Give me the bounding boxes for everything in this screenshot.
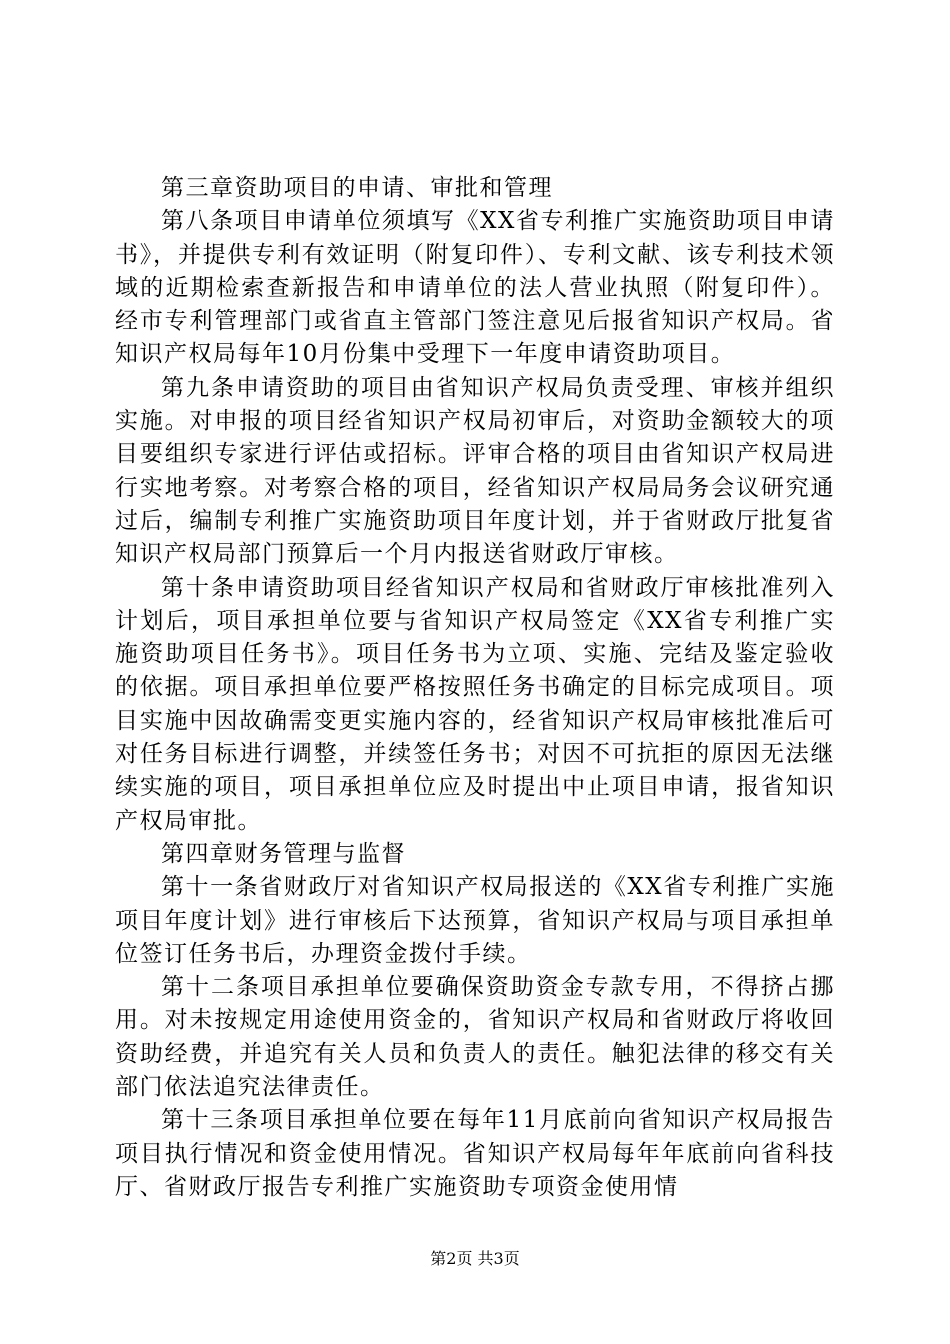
document-body	[115, 172, 835, 1204]
article-9-paragraph: 第九条申请资助的项目由省知识产权局负责受理、审核并组织实施。对申报的项目经省知识产权局初审后，对资助金额较大的项目要组织专家进行评估或招标。评审合格的项目由省知识产权局进行实地考察。对考察合格的项目，经省知识产权局局务会议研究通过后，编制专利推广实施资助项目年度计划，并于省财政厅批复省知识产权局部门预算后一个月内报送省财政厅审核。	[115, 374, 835, 568]
chapter-heading-4: 第四章财务管理与监督	[161, 840, 406, 867]
article-11-paragraph: 第十一条省财政厅对省知识产权局报送的《XX省专利推广实施项目年度计划》进行审核后下达预算，省知识产权局与项目承担单位签订任务书后，办理资金拨付手续。	[115, 874, 835, 967]
chapter-heading-3: 第三章资助项目的申请、审批和管理	[161, 175, 553, 201]
article-13-paragraph: 第十三条项目承担单位要在每年11月底前向省知识产权局报告项目执行情况和资金使用情况。省知识产权局每年年底前向省科技厅、省财政厅报告专利推广实施资助专项资金使用情	[115, 1107, 835, 1200]
page-number-footer: 第2页 共3页	[430, 1249, 520, 1268]
article-8-paragraph: 第八条项目申请单位须填写《XX省专利推广实施资助项目申请书》，并提供专利有效证明（附复印件）、专利文献、该专利技术领域的近期检索查新报告和申请单位的法人营业执照（附复印件）。经市专利管理部门或省直主管部门签注意见后报省知识产权局。省知识产权局每年10月份集中受理下一年度申请资助项目。	[115, 208, 835, 368]
article-12-paragraph: 第十二条项目承担单位要确保资助资金专款专用，不得挤占挪用。对未按规定用途使用资金的，省知识产权局和省财政厅将收回资助经费，并追究有关人员和负责人的责任。触犯法律的移交有关部门依法追究法律责任。	[115, 974, 835, 1101]
article-10-paragraph: 第十条申请资助项目经省知识产权局和省财政厅审核批准列入计划后，项目承担单位要与省知识产权局签定《XX省专利推广实施资助项目任务书》。项目任务书为立项、实施、完结及鉴定验收的依据。项目承担单位要严格按照任务书确定的目标完成项目。项目实施中因故确需变更实施内容的，经省知识产权局审核批准后可对任务目标进行调整，并续签任务书；对因不可抗拒的原因无法继续实施的项目，项目承担单位应及时提出中止项目申请，报省知识产权局审批。	[115, 574, 835, 834]
